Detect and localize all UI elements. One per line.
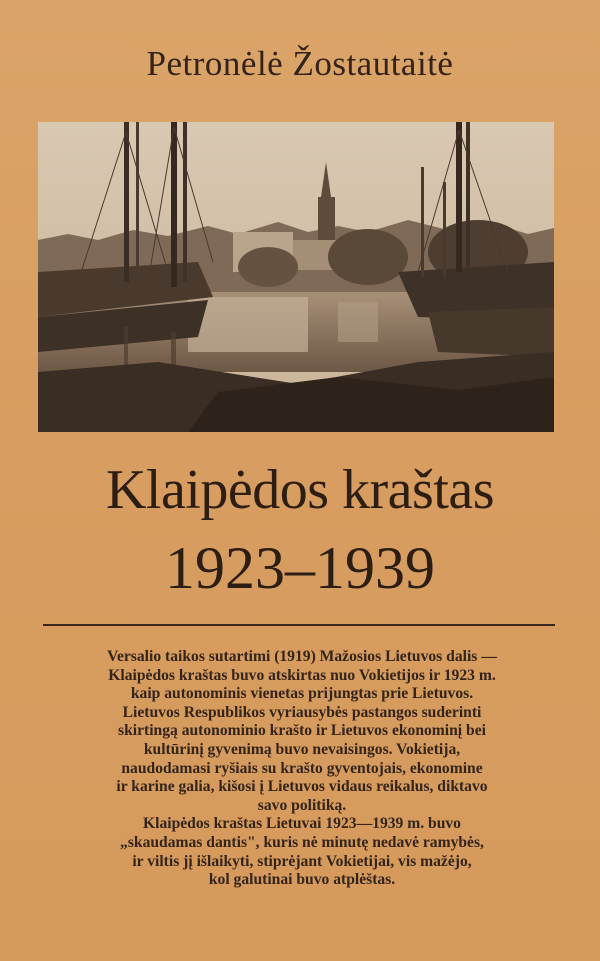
blurb-line: Klaipėdos kraštas Lietuvai 1923—1939 m. buvo bbox=[143, 815, 461, 833]
author-name: Petronėlė Žostautaitė bbox=[146, 44, 454, 83]
blurb-line: kaip autonominis vienetas prijungtas prie Lietuvos. bbox=[130, 685, 474, 703]
book-title: Klaipėdos kraštas bbox=[105, 459, 495, 521]
book-years: 1923–1939 bbox=[165, 535, 435, 601]
blurb-line: skirtingą autonominio krašto ir Lietuvos ekonominį bei bbox=[118, 722, 486, 740]
blurb-line: ir viltis jį išlaikyti, stiprėjant Vokietijai, vis mažėjo, bbox=[132, 852, 472, 870]
blurb-line: kultūrinį gyvenimą buvo nevaisingos. Vokietija, bbox=[143, 740, 461, 758]
blurb-line: Lietuvos Respublikos vyriausybės pastangos suderinti bbox=[122, 703, 482, 721]
blurb-line: naudodamasi ryšiais su krašto gyventojais, ekonomine bbox=[121, 759, 483, 777]
blurb-line: ir karine galia, kišosi į Lietuvos vidaus reikalus, diktavo bbox=[116, 778, 488, 796]
harbor-photo-illustration bbox=[38, 122, 554, 432]
blurb-line: savo politiką. bbox=[257, 796, 347, 814]
blurb-line: „skaudamas dantis", kuris nė minutę nedavė ramybės, bbox=[120, 833, 484, 851]
blurb-line: Versalio taikos sutartimi (1919) Mažosios Lietuvos dalis — bbox=[107, 648, 497, 665]
divider bbox=[43, 624, 555, 626]
blurb-line: Klaipėdos kraštas buvo atskirtas nuo Vokietijos ir 1923 m. bbox=[108, 666, 496, 684]
cover-photo-harbor bbox=[38, 122, 554, 432]
blurb-line: kol galutinai buvo atplėštas. bbox=[208, 871, 396, 889]
cover-blurb bbox=[52, 648, 552, 890]
